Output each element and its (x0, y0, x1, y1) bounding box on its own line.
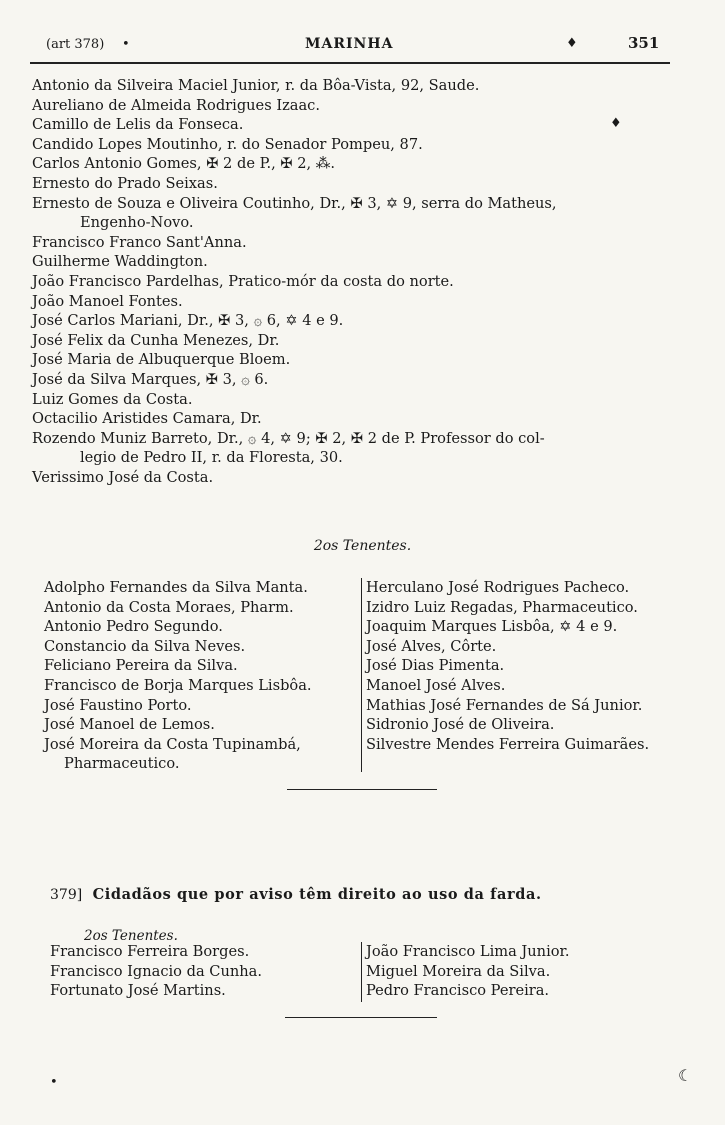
list-item: Carlos Antonio Gomes, ✠ 2 de P., ✠ 2, ⁂. (32, 155, 336, 173)
list-item: Rozendo Muniz Barreto, Dr., ۞ 4, ✡ 9; ✠ 2, ✠ 2 de P. Professor do col- (32, 429, 545, 447)
list-item: Adolpho Fernandes da Silva Manta. (44, 579, 308, 596)
article-title: Cidadãos que por aviso têm direito ao uso da farda. (92, 886, 542, 903)
list-item: José Moreira da Costa Tupinambá, (44, 735, 301, 753)
list-item: João Manoel Fontes. (32, 292, 183, 310)
ink-speck: • (122, 37, 130, 52)
list-item: Francisco Franco Sant'Anna. (32, 233, 247, 251)
section-divider (287, 789, 437, 790)
article-reference: (art 378) (46, 37, 105, 52)
section-divider (285, 1017, 437, 1018)
header-rule (30, 62, 670, 64)
list-item: José Manoel de Lemos. (44, 716, 215, 734)
list-item: Francisco de Borja Marques Lisbôa. (44, 676, 312, 694)
ink-blot: ☾ (678, 1066, 693, 1085)
list-item: Aureliano de Almeida Rodrigues Izaac. (32, 96, 320, 114)
list-item: Sidronio José de Oliveira. (366, 716, 555, 734)
list-item: Verissimo José da Costa. (32, 468, 214, 486)
tenentes-right-column (366, 578, 696, 754)
list-item: Candido Lopes Moutinho, r. do Senador Pompeu, 87. (32, 135, 423, 153)
list-item: José Dias Pimenta. (366, 657, 505, 675)
list-item: Miguel Moreira da Silva. (366, 962, 551, 980)
list-item: Francisco Ferreira Borges. (50, 943, 250, 960)
list-item: José Alves, Côrte. (366, 637, 497, 655)
list-item: Joaquim Marques Lisbôa, ✡ 4 e 9. (366, 618, 618, 636)
list-item: João Francisco Lima Junior. (366, 943, 570, 960)
list-item: Antonio da Costa Moraes, Pharm. (44, 598, 294, 616)
ink-speck: • (50, 1075, 58, 1090)
ink-blot: ♦ (610, 116, 622, 131)
list-item: Octacilio Aristides Camara, Dr. (32, 410, 262, 428)
list-item: Ernesto de Souza e Oliveira Coutinho, Dr., ✠ 3, ✡ 9, serra do Matheus, (32, 194, 557, 212)
article-heading (50, 886, 542, 903)
list-item: Ernesto do Prado Seixas. (32, 174, 218, 192)
list-item: Mathias José Fernandes de Sá Junior. (366, 696, 643, 714)
list-item: Feliciano Pereira da Silva. (44, 657, 238, 675)
list-item: Pedro Francisco Pereira. (366, 982, 550, 1000)
list-item: Francisco Ignacio da Cunha. (50, 962, 262, 980)
article-number: 379] (50, 887, 83, 903)
officer-list (32, 76, 692, 487)
running-title: MARINHA (305, 36, 394, 52)
list-item: Antonio Pedro Segundo. (44, 618, 223, 636)
list-item-continuation: Pharmaceutico. (64, 755, 180, 773)
list-item: João Francisco Pardelhas, Pratico-mór da costa do norte. (32, 272, 454, 290)
list-item: Antonio da Silveira Maciel Junior, r. da Bôa-Vista, 92, Saude. (32, 77, 480, 94)
list-item: José Felix da Cunha Menezes, Dr. (32, 331, 280, 349)
list-item: Izidro Luiz Regadas, Pharmaceutico. (366, 598, 638, 616)
list-item: Fortunato José Martins. (50, 982, 226, 1000)
list-item: Herculano José Rodrigues Pacheco. (366, 579, 630, 596)
section-heading: 2os Tenentes. (313, 538, 412, 554)
list-item: José Carlos Mariani, Dr., ✠ 3, ۞ 6, ✡ 4 e 9. (32, 312, 344, 330)
list-item: Silvestre Mendes Ferreira Guimarães. (366, 735, 650, 753)
list-item: José da Silva Marques, ✠ 3, ۞ 6. (32, 370, 269, 388)
list-item-continuation: Engenho-Novo. (80, 214, 194, 232)
column-divider (361, 578, 362, 772)
tenentes-left-column (44, 578, 358, 774)
ink-blot: ♦ (566, 36, 578, 51)
page-number: 351 (628, 34, 660, 52)
column-divider (361, 942, 362, 1002)
article-subheading: 2os Tenentes. (84, 928, 178, 944)
list-item: Guilherme Waddington. (32, 253, 208, 271)
article-left-column (50, 942, 350, 1001)
list-item: Constancio da Silva Neves. (44, 637, 246, 655)
list-item-continuation: legio de Pedro II, r. da Floresta, 30. (80, 449, 343, 467)
list-item: Camillo de Lelis da Fonseca. (32, 116, 244, 134)
list-item: Manoel José Alves. (366, 676, 506, 694)
list-item: José Faustino Porto. (44, 696, 192, 714)
list-item: José Maria de Albuquerque Bloem. (32, 351, 291, 369)
article-right-column (366, 942, 696, 1001)
list-item: Luiz Gomes da Costa. (32, 390, 193, 408)
